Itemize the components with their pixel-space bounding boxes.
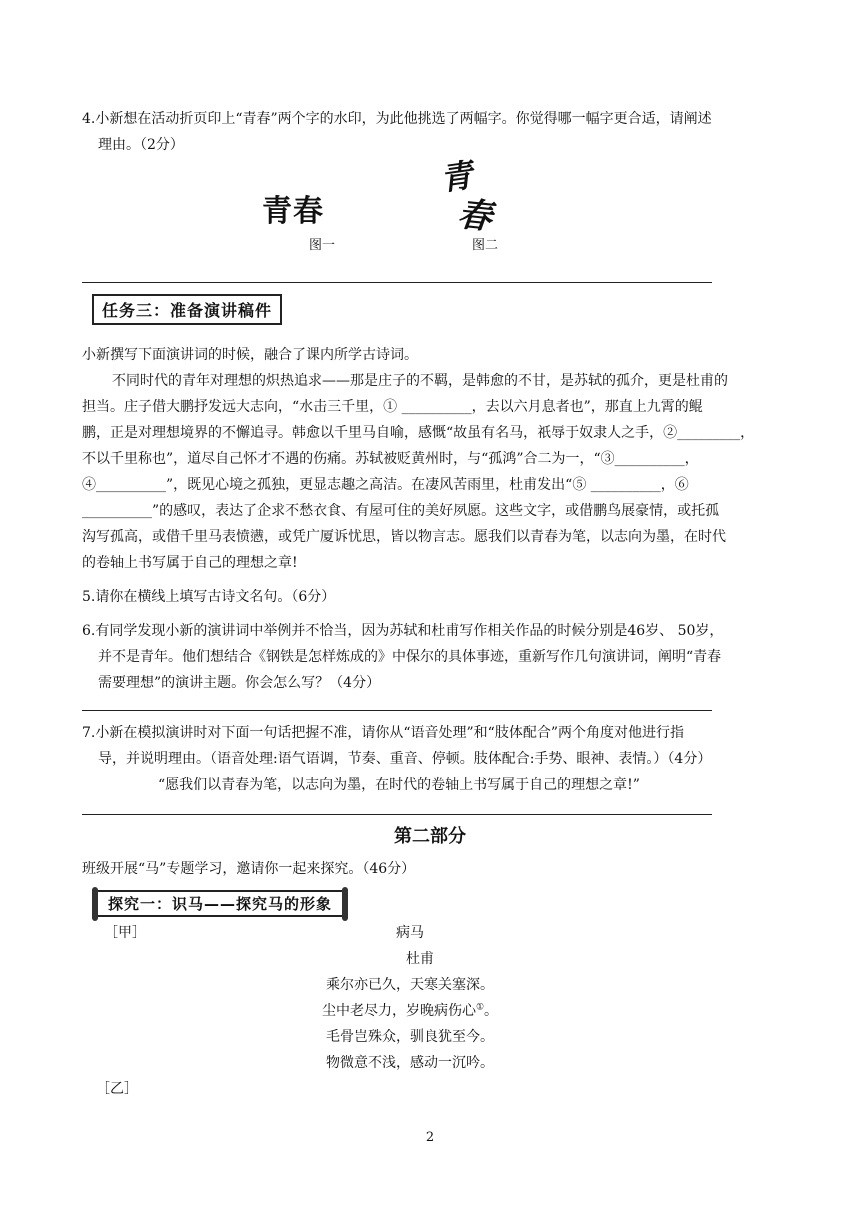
poem-title: 病马 [396,925,424,941]
calligraphy-char-2: 春 [455,194,494,238]
calligraphy-image-2 [436,152,506,238]
q7-line2: 导，并说明理由。（语音处理:语气语调，节奏、重音、停顿。肢体配合:手势、眼神、表情。）（4分） [98,751,712,767]
poem-line-with-note: 尘中老尽力，岁晚病伤心①。 [321,1002,499,1019]
footnote-mark: ① [475,1002,485,1013]
poem-line: 毛骨岂殊众，驯良犹至今。 [326,1029,494,1045]
poem-line: 尘中老尽力，岁晚病伤心 [321,1003,476,1019]
part2-intro: 班级开展“马”专题学习，邀请你一起来探究。（46分） [82,861,416,877]
page-number: 2 [425,1130,435,1145]
poem-author: 杜甫 [406,951,434,967]
part2-heading: 第二部分 [394,826,466,847]
q4-line1: 4.小新想在活动折页印上“青春”两个字的水印，为此他挑选了两幅字。你觉得哪一幅字更合适，请阐述 [82,111,712,127]
task3-intro: 小新撰写下面演讲词的时候，融合了课内所学古诗词。 [82,347,418,363]
speech-line: 不同时代的青年对理想的炽热追求——那是庄子的不羁，是韩愈的不甘，是苏轼的孤介，更是杜甫的 [112,373,728,389]
label-yi: ［乙］ [96,1081,138,1097]
task3-title: 任务三：准备演讲稿件 [92,294,282,325]
caption-figure-2: 图二 [472,238,499,253]
q6-line1: 6.有同学发现小新的演讲词中举例并不恰当，因为苏轼和杜甫写作相关作品的时候分别是46岁、 50岁， [82,623,724,639]
speech-line: 沟写孤高，或借千里马表愤懑，或凭广厦诉忧思，皆以物言志。愿我们以青春为笔，以志向为墨，在时代 [82,529,726,545]
speech-line: __________”的感叹，表达了企求不愁衣食、有屋可住的美好夙愿。这些文字，或借鹏鸟展豪情，或托孤 [82,503,720,519]
speech-line: 担当。庄子借大鹏抒发远大志向，“水击三千里，① __________，去以六月息者也”，那直上九霄的鲲 [82,399,703,415]
calligraphy-image-1: 青春 [262,194,324,229]
calligraphy-char-1: 青 [437,155,475,199]
answer-line [82,710,712,711]
caption-figure-1: 图一 [309,238,336,253]
speech-line: 的卷轴上书写属于自己的理想之章! [82,555,298,571]
answer-line [82,282,712,283]
q5-text: 5.请你在横线上填写古诗文名句。（6分） [82,589,336,605]
poem-line: 乘尔亦已久，天寒关塞深。 [326,977,494,993]
speech-line: 鹏，正是对理想境界的不懈追寻。韩愈以千里马自喻，感慨“故虽有名马，祇辱于奴隶人之手，②_________， [82,425,755,441]
q4-line2: 理由。（2分） [98,137,184,153]
q7-quote: “愿我们以青春为笔，以志向为墨，在时代的卷轴上书写属于自己的理想之章!” [158,777,640,793]
answer-line [82,814,712,815]
q7-line1: 7.小新在模拟演讲时对下面一句话把握不准，请你从“语音处理”和“肢体配合”两个角度对他进行指 [82,725,684,741]
speech-line: 不以千里称也”，道尽自己怀才不遇的伤痛。苏轼被贬黄州时，与“孤鸿”合二为一，“③__________， [82,451,699,467]
poem-line: 物微意不浅，感动一沉吟。 [326,1055,494,1071]
explore1-title: 探究一：识马——探究马的形象 [96,890,344,917]
speech-line: ④__________”，既见心境之孤独，更显志趣之高洁。在凄风苦雨里，杜甫发出“⑤ __________，⑥ [82,477,689,493]
q6-line3: 需要理想”的演讲主题。你会怎么写？（4分） [98,675,381,691]
q6-line2: 并不是青年。他们想结合《钢铁是怎样炼成的》中保尔的具体事迹，重新写作几句演讲词，阐明“青春 [98,649,722,665]
label-jia: ［甲］ [104,925,146,941]
